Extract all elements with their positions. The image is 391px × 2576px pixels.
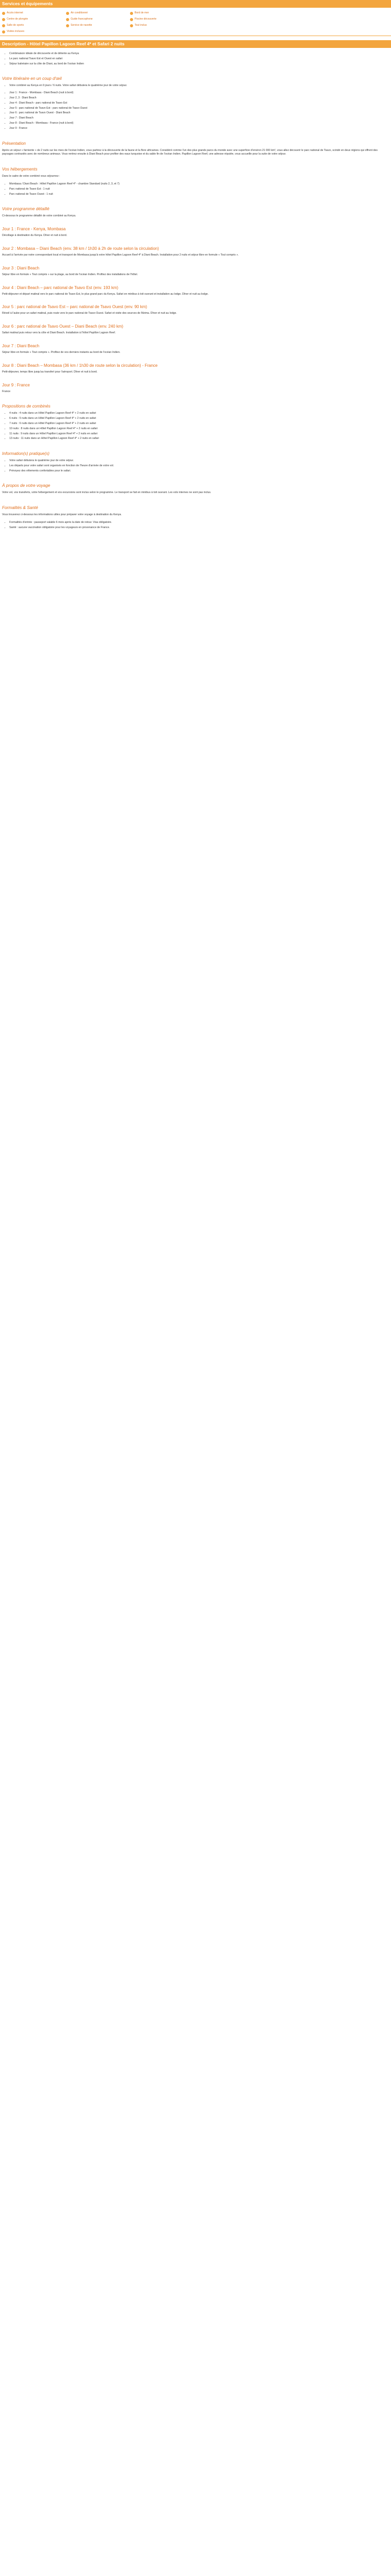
about-title: À propos de votre voyage (2, 483, 51, 488)
service-label: Air conditionné (71, 11, 88, 15)
program-intro: Ci-dessous le programme détaillé de votre combiné au Kenya. (2, 214, 76, 218)
service-label: Accès internet (7, 11, 23, 15)
program-day-title: Jour 9 : France (2, 382, 30, 387)
service-item (130, 11, 194, 16)
list-item: • 4 nuits : 4 nuits dans un Hôtel Papillon Lagoon Reef 4* + 2 nuits en safari (9, 412, 391, 416)
service-label: Bord de mer (135, 11, 149, 15)
list-item: • Jour 5 : parc national de Tsavo Est - parc national de Tsavo Ouest (9, 107, 391, 111)
service-label: Guide francophone (71, 18, 93, 21)
service-item (2, 11, 66, 16)
lodging-list (0, 182, 391, 196)
info-list (0, 459, 391, 473)
list-item: • 7 nuits : 6 nuits dans un Hôtel Papillon Lagoon Reef 4* + 2 nuits en safari (9, 422, 391, 426)
list-item: • Parc national de Tsavo Ouest : 1 nuit (9, 193, 391, 197)
list-item: • Formalités d'entrée : passeport valable 6 mois après la date de retour. Visa obligatoire. (9, 521, 391, 525)
program-day-text: Séjour libre en formule « Tout compris » sur la plage, au bord de l'océan Indien. Profitez des installations de l'hôtel. (2, 273, 138, 276)
wave-icon (130, 12, 133, 15)
program-day-title: Jour 1 : France - Kenya, Mombasa (2, 227, 66, 232)
formalities-list (0, 521, 391, 530)
services-panel (0, 8, 391, 36)
list-item: • Jour 8 : Diani Beach - Mombasa - France (nuit à bord) (9, 122, 391, 126)
list-item: • Jour 6 : parc national de Tsavo Ouest - Diani Beach (9, 111, 391, 115)
list-item: • Santé : aucune vaccination obligatoire pour les voyageurs en provenance de France. (9, 526, 391, 530)
list-item: • 11 nuits : 9 nuits dans un Hôtel Papillon Lagoon Reef 4* + 2 nuits en safari (9, 432, 391, 436)
program-title: Votre programme détaillé (2, 207, 50, 212)
list-item: • 13 nuits : 11 nuits dans un Hôtel Papillon Lagoon Reef 4* + 2 nuits en safari (9, 437, 391, 441)
tour-icon (2, 30, 5, 33)
program-day-text: Décollage à destination du Kenya. Dîner et nuit à bord. (2, 234, 68, 238)
service-item (66, 17, 130, 22)
service-item (130, 23, 194, 28)
list-item: • 10 nuits : 8 nuits dans un Hôtel Papillon Lagoon Reef 4* + 2 nuits en safari (9, 427, 391, 431)
all-inclusive-icon (130, 24, 133, 27)
services-grid (2, 11, 389, 35)
program-day-text: Séjour libre en formule « Tout compris ». Profitez de vos derniers instants au bord de l'océan Indien. (2, 350, 121, 354)
description-bullets (0, 52, 391, 66)
list-item: • Jour 2, 3 : Diani Beach (9, 96, 391, 100)
list-item: • Votre safari débutera le quatrième jour de votre séjour. (9, 459, 391, 463)
services-header: Services et équipements (0, 0, 391, 8)
program-day-text: Accueil à l'arrivée par notre correspondant local et transport de Mombasa jusqu'à votre hôtel Papillon Lagoon Reef 4* à Diani Beach. Installation pour 2 nuits et séjour libre en formule « Tout compris ». (2, 253, 239, 257)
program-days (0, 227, 391, 394)
list-item: • Jour 9 : France (9, 127, 391, 131)
service-label: Service de navette (71, 24, 92, 27)
program-day-text: Safari matinal puis retour vers la côte et Diani Beach. Installation à l'hôtel Papillon Lagoon Reef. (2, 331, 116, 335)
pool-icon (130, 18, 133, 21)
formalities-text: Vous trouverez ci-dessous les informations utiles pour préparer votre voyage à destination du Kenya. (2, 513, 122, 517)
list-item: • Jour 1 : France - Mombasa - Diani Beach (nuit à bord) (9, 91, 391, 95)
program-day-title: Jour 5 : parc national de Tsavo Est – parc national de Tsavo Ouest (env. 90 km) (2, 304, 148, 310)
service-item (66, 23, 130, 28)
formalities-title: Formalités & Santé (2, 505, 38, 511)
shuttle-icon (66, 24, 69, 27)
program-day-text: Petit-déjeuner, temps libre jusqu'au transfert pour l'aéroport. Dîner et nuit à bord. (2, 370, 97, 374)
service-label: Tout inclus (135, 24, 147, 27)
itinerary-intro: • Votre combiné au Kenya en 9 jours / 6 nuits. Votre safari débutera le quatrième jour de votre séjour. (9, 84, 391, 88)
program-day-title: Jour 2 : Mombasa – Diani Beach (env. 38 km / 1h30 à 2h de route selon la circulation) (2, 246, 159, 251)
service-label: Visites incluses (7, 30, 25, 33)
itinerary-title: Votre itinéraire en un coup d'œil (2, 76, 62, 81)
list-item: • Jour 7 : Diani Beach (9, 116, 391, 121)
itinerary-days (0, 91, 391, 130)
service-label: Salle de sports (7, 24, 24, 27)
lodging-intro: Dans le cadre de votre combiné vous séjournez : (2, 175, 60, 178)
service-item (130, 17, 194, 22)
program-day-text: France (2, 389, 11, 393)
presentation-title: Présentation (2, 141, 26, 146)
list-item: • Le parc national Tsavo Est et Ouest en safari (9, 57, 391, 61)
info-title: Information(s) pratique(s) (2, 451, 50, 456)
list-item: • Parc national de Tsavo Est : 1 nuit (9, 188, 391, 192)
service-item (66, 11, 130, 16)
wifi-icon (2, 12, 5, 15)
guide-icon (66, 18, 69, 21)
program-day-title: Jour 4 : Diani Beach – parc national de Tsavo Est (env. 193 km) (2, 285, 119, 290)
service-item (2, 23, 66, 28)
service-label: Piscine découverte (135, 18, 157, 21)
presentation-text: Après un séjour « farniente » de 2 nuits sur les rives de l'océan Indien, vous partirez à la découverte de la faune et la flore africaines. Considéré comme l'un des plus grands parcs du monde avec une superficie d'environ 21 000 km², vous allez découvrir le parc national de Tsavo, scindé en deux régions qui offrent des paysages contrastés avec de nombreux animaux. Vous rentrez ensuite à Diani Beach pour profiter des eaux turquoise et du sable fin de l'océan Indien. Papillon Lagoon Reef, une adresse réputée, vous accueille pour la suite de votre séjour. (2, 148, 378, 156)
service-item (2, 17, 66, 22)
description-header: Description - Hôtel Papillon Lagoon Reef 4* et Safari 2 nuits (0, 40, 391, 48)
itinerary-intro-list (0, 84, 391, 88)
about-text: Votre vol, vos transferts, votre hébergement et vos excursions sont inclus selon le programme. Le transport se fait en minibus à toit ouvrant. Les vols internes ne sont pas inclus. (2, 491, 211, 495)
lodging-title: Vos hébergements (2, 167, 38, 172)
program-day-title: Jour 8 : Diani Beach – Mombasa (36 km / 1h30 de route selon la circulation) - France (2, 363, 158, 368)
program-day-text: Réveil à l'aube pour un safari matinal, puis route vers le parc national de Tsavo Ouest. Safari et visite des sources de Mzima. Dîner et nuit au lodge. (2, 312, 177, 315)
program-day-text: Petit-déjeuner et départ matinal vers le parc national de Tsavo Est, le plus grand parc du Kenya. Safari en minibus à toit ouvrant et installation au lodge. Dîner et nuit au lodge. (2, 292, 209, 296)
durations-list (0, 412, 391, 441)
list-item: • 6 nuits : 5 nuits dans un Hôtel Papillon Lagoon Reef 4* + 2 nuits en safari (9, 417, 391, 421)
program-day-title: Jour 3 : Diani Beach (2, 265, 40, 270)
list-item: • Jour 4 : Diani Beach - parc national de Tsavo Est (9, 101, 391, 106)
durations-title: Propositions de combinés (2, 404, 51, 409)
list-item: • Combinaison idéale de découverte et de détente au Kenya (9, 52, 391, 56)
list-item: • Mombasa / Diani Beach : Hôtel Papillon Lagoon Reef 4* - chambre Standard (nuits 2, 3, et 7) (9, 182, 391, 187)
program-day-title: Jour 6 : parc national de Tsavo Ouest – Diani Beach (env. 240 km) (2, 324, 123, 329)
program-day-title: Jour 7 : Diani Beach (2, 343, 40, 348)
list-item: • Séjour balnéaire sur la côte de Diani, au bord de l'océan Indien (9, 62, 391, 66)
diver-icon (2, 18, 5, 21)
list-item: • Prévoyez des vêtements confortables pour le safari. (9, 469, 391, 473)
list-item: • Les départs pour votre safari sont organisés en fonction de l'heure d'arrivée de votre vol. (9, 464, 391, 468)
service-item (2, 29, 66, 35)
dumbbell-icon (2, 24, 5, 27)
snowflake-icon (66, 12, 69, 15)
service-label: Centre de plongée (7, 18, 28, 21)
